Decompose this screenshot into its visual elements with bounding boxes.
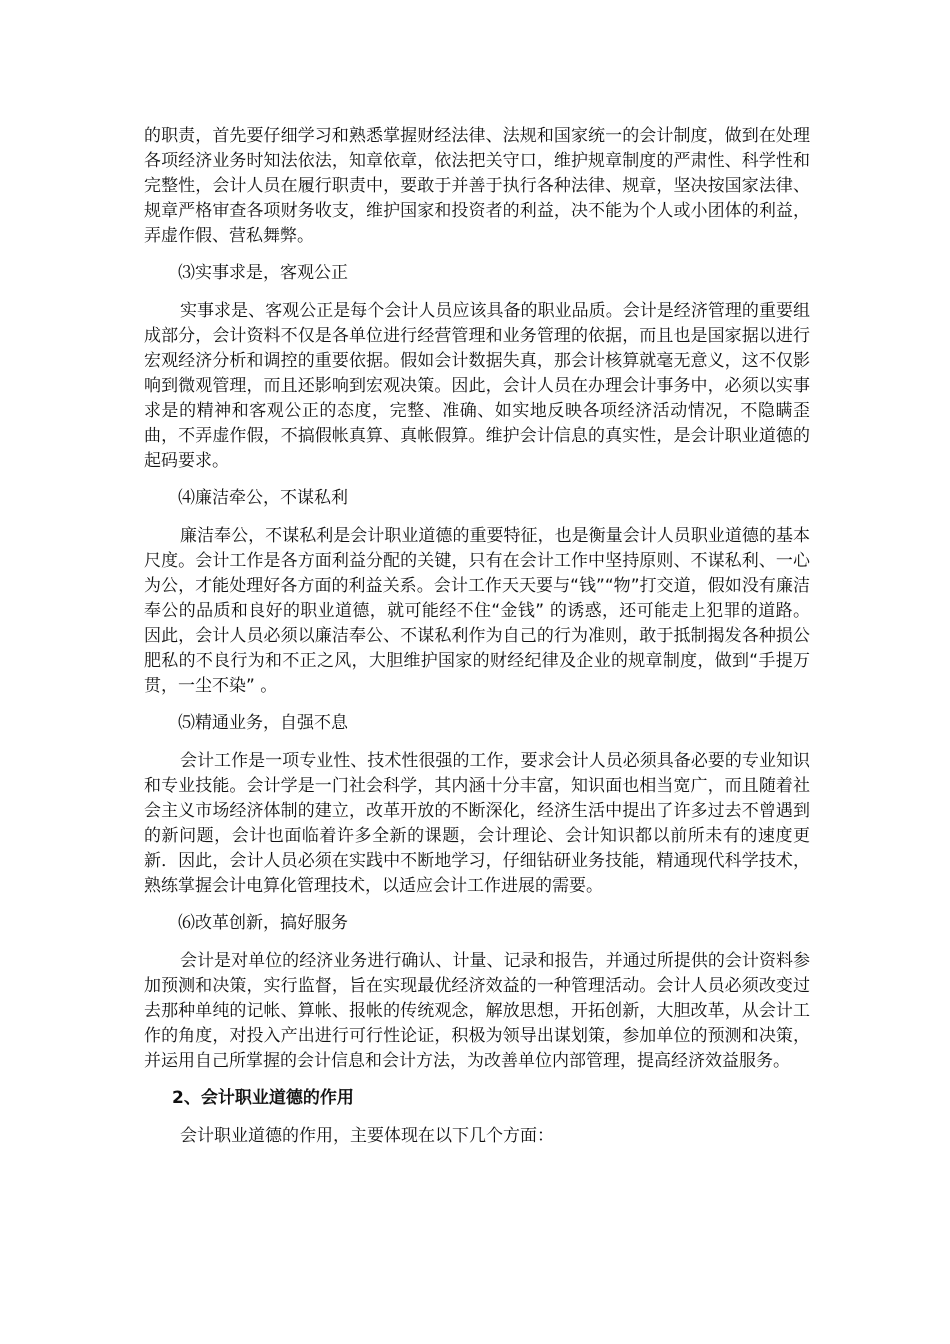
paragraph-section-4: 廉洁奉公，不谋私利是会计职业道德的重要特征，也是衡量会计人员职业道德的基本尺度。会计工作是各方面利益分配的关键，只有在会计工作中坚持原则、不谋私利、一心为公，才能处理好各方面的利益关系。会计工作天天要与“钱”“物”打交道，假如没有廉洁奉公的品质和良好的职业道德，就可能经不住“金钱” 的诱惑，还可能走上犯罪的道路。因此，会计人员必须以廉洁奉公、不谋私利作为自己的行为准则，敢于抵制揭发各种损公肥私的不良行为和不正之风，大胆维护国家的财经纪律及企业的规章制度，做到“手提万贯，一尘不染” 。 bbox=[144, 526, 810, 696]
section-heading-role: 2、会计职业道德的作用 bbox=[172, 1088, 354, 1108]
document-body bbox=[144, 124, 810, 1149]
paragraph-role-intro: 会计职业道德的作用，主要体现在以下几个方面： bbox=[180, 1126, 554, 1146]
section-heading-3: ⑶实事求是，客观公正 bbox=[178, 263, 348, 283]
section-heading-5: ⑸精通业务，自强不息 bbox=[178, 713, 348, 733]
paragraph-section-6: 会计是对单位的经济业务进行确认、计量、记录和报告，并通过所提供的会计资料参加预测和决策，实行监督，旨在实现最优经济效益的一种管理活动。会计人员必须改变过去那种单纯的记帐、算帐、报帐的传统观念，解放思想，开拓创新，大胆改革，从会计工作的角度，对投入产出进行可行性论证，积极为领导出谋划策，参加单位的预测和决策，并运用自己所掌握的会计信息和会计方法，为改善单位内部管理，提高经济效益服务。 bbox=[144, 951, 810, 1071]
paragraph-section-5: 会计工作是一项专业性、技术性很强的工作，要求会计人员必须具备必要的专业知识和专业技能。会计学是一门社会科学，其内涵十分丰富，知识面也相当宽广，而且随着社会主义市场经济体制的建立，改革开放的不断深化，经济生活中提出了许多过去不曾遇到的新问题，会计也面临着许多全新的课题，会计理论、会计知识都以前所未有的速度更新．因此，会计人员必须在实践中不断地学习，仔细钻研业务技能，精通现代科学技术，熟练掌握会计电算化管理技术，以适应会计工作进展的需要。 bbox=[144, 751, 810, 896]
section-heading-4: ⑷廉洁牵公，不谋私利 bbox=[178, 488, 348, 508]
paragraph-duties-continued: 的职责，首先要仔细学习和熟悉掌握财经法律、法规和国家统一的会计制度，做到在处理各项经济业务时知法依法，知章依章，依法把关守口，维护规章制度的严肃性、科学性和完整性，会计人员在履行职责中，要敢于并善于执行各种法律、规章，坚决按国家法律、规章严格审查各项财务收支，维护国家和投资者的利益，决不能为个人或小团体的利益，弄虚作假、营私舞弊。 bbox=[144, 126, 810, 246]
paragraph-section-3: 实事求是、客观公正是每个会计人员应该具备的职业品质。会计是经济管理的重要组成部分，会计资料不仅是各单位进行经营管理和业务管理的依据，而且也是国家据以进行宏观经济分析和调控的重要依据。假如会计数据失真，那会计核算就毫无意义，这不仅影响到微观管理，而且还影响到宏观决策。因此，会计人员在办理会计事务中，必须以实事求是的精神和客观公正的态度，完整、准确、如实地反映各项经济活动情况，不隐瞒歪曲，不弄虚作假，不搞假帐真算、真帐假算。维护会计信息的真实性，是会计职业道德的起码要求。 bbox=[144, 301, 810, 471]
section-heading-6: ⑹改革创新，搞好服务 bbox=[178, 913, 348, 933]
